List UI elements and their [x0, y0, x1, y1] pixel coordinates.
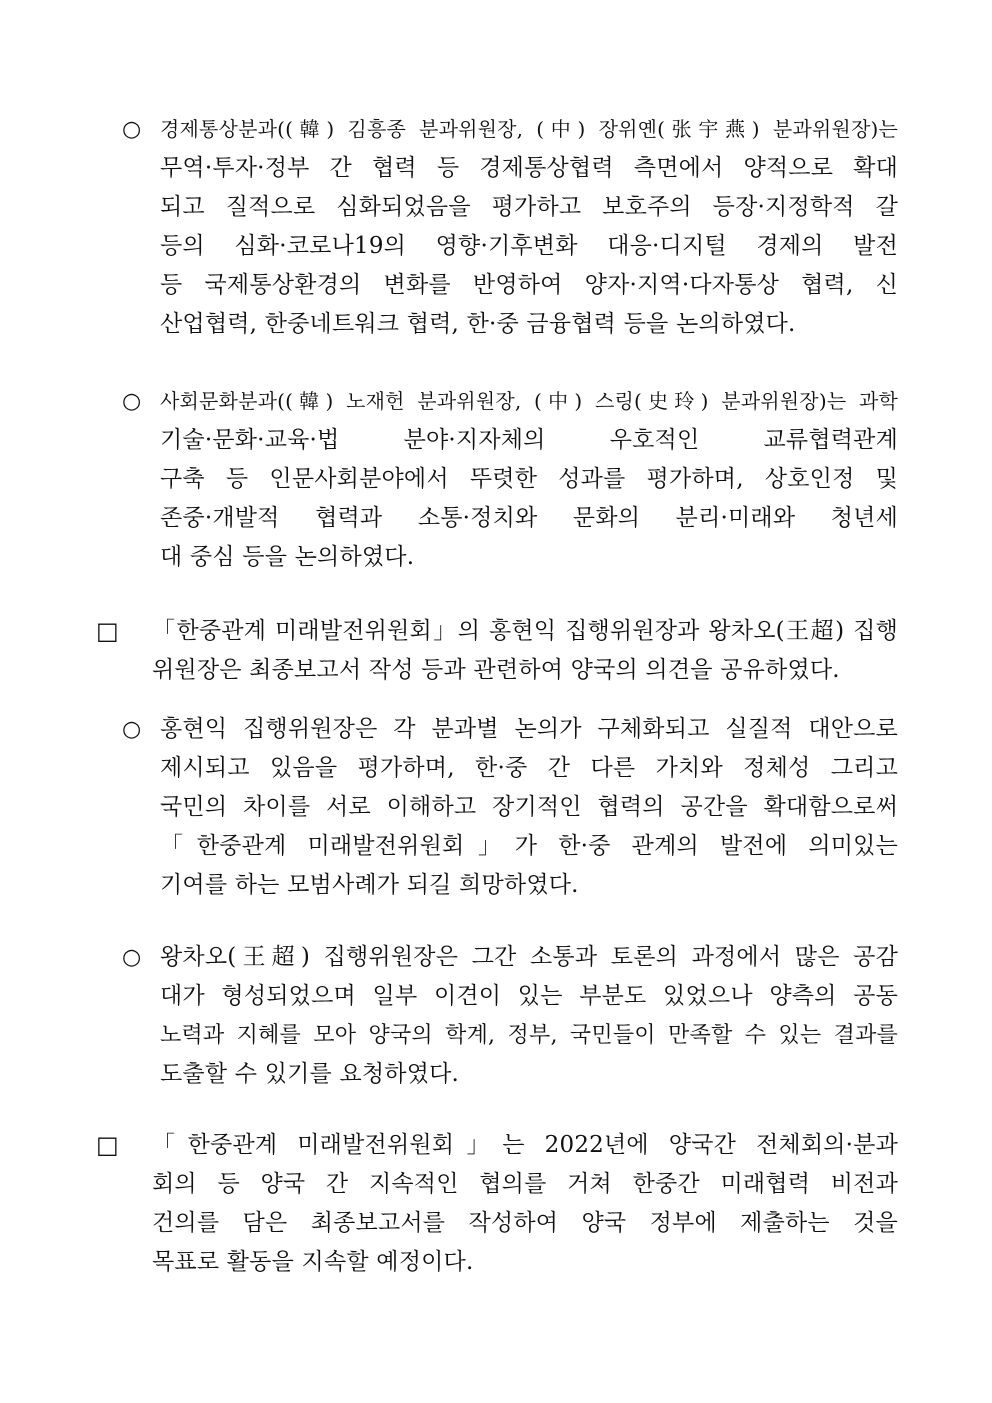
- text-line: 무역·투자·정부 간 협력 등 경제통상협력 측면에서 양적으로 확대: [160, 155, 898, 181]
- text-line: 홍현익 집행위원장은 각 분과별 논의가 구체화되고 실질적 대안으로: [160, 716, 898, 742]
- text-line: 기술·문화·교육·법 분야·지자체의 우호적인 교류협력관계: [160, 427, 898, 453]
- paragraph-wang: [160, 938, 898, 1094]
- text-line: 왕차오(王超) 집행위원장은 그간 소통과 토론의 과정에서 많은 공감: [160, 944, 898, 970]
- square-bullet-icon: □: [96, 617, 119, 645]
- text-line: 회의 등 양국 간 지속적인 협의를 거쳐 한중간 미래협력 비전과: [152, 1171, 898, 1197]
- text-line: 노력과 지혜를 모아 양국의 학계, 정부, 국민들이 만족할 수 있는 결과를: [160, 1023, 898, 1048]
- circle-bullet-icon: ○: [122, 389, 142, 414]
- bullet-social-subcommittee: [122, 382, 898, 577]
- circle-bullet-icon: ○: [122, 945, 142, 970]
- text-line: 「한중관계 미래발전위원회」가 한·중 관계의 발전에 의미있는: [160, 833, 898, 859]
- paragraph-future-plan: [152, 1126, 898, 1282]
- section-committee-chairs: [96, 612, 898, 690]
- text-line: 등의 심화·코로나19의 영향·기후변화 대응·디지털 경제의 발전: [160, 233, 898, 259]
- text-line: 산업협력, 한중네트워크 협력, 한·중 금융협력 등을 논의하였다.: [160, 311, 796, 337]
- text-line: 등 국제통상환경의 변화를 반영하여 양자·지역·다자통상 협력, 신: [160, 272, 898, 298]
- text-line: 되고 질적으로 심화되었음을 평가하고 보호주의 등장·지정학적 갈: [160, 194, 898, 220]
- paragraph-social: [160, 382, 898, 577]
- text-line: 기여를 하는 모범사례가 되길 희망하였다.: [160, 872, 579, 898]
- paragraph-hong: [160, 710, 898, 905]
- text-line: 경제통상분과((韓) 김흥종 분과위원장, (中) 장위옌(张宇燕) 분과위원장)는: [160, 117, 898, 141]
- circle-bullet-icon: ○: [122, 117, 142, 142]
- text-line: 대가 형성되었으며 일부 이견이 있는 부분도 있었으나 양측의 공동: [160, 983, 898, 1009]
- circle-bullet-icon: ○: [122, 717, 142, 742]
- text-line: 「한중관계 미래발전위원회」의 홍현익 집행위원장과 왕차오(王超) 집행: [152, 618, 898, 644]
- text-line: 국민의 차이를 서로 이해하고 장기적인 협력의 공간을 확대함으로써: [160, 794, 898, 820]
- section-future-plan: [96, 1126, 898, 1282]
- text-line: 구축 등 인문사회분야에서 뚜렷한 성과를 평가하며, 상호인정 및: [160, 466, 898, 492]
- square-bullet-icon: □: [96, 1131, 119, 1159]
- text-line: 위원장은 최종보고서 작성 등과 관련하여 양국의 의견을 공유하였다.: [152, 657, 840, 683]
- text-line: 제시되고 있음을 평가하며, 한·중 간 다른 가치와 정체성 그리고: [160, 755, 898, 781]
- bullet-hong-statement: [122, 710, 898, 905]
- bullet-wang-statement: [122, 938, 898, 1094]
- text-line: 건의를 담은 최종보고서를 작성하여 양국 정부에 제출하는 것을: [152, 1210, 898, 1236]
- text-line: 사회문화분과((韓) 노재헌 분과위원장, (中) 스링(史玲) 분과위원장)는 과학: [160, 389, 898, 413]
- bullet-economic-subcommittee: [122, 110, 898, 344]
- text-line: 존중·개발적 협력과 소통·정치와 문화의 분리·미래와 청년세: [160, 505, 898, 531]
- text-line: 도출할 수 있기를 요청하였다.: [160, 1061, 460, 1087]
- text-line: 대 중심 등을 논의하였다.: [160, 544, 415, 570]
- text-line: 「한중관계 미래발전위원회」는 2022년에 양국간 전체회의·분과: [152, 1132, 898, 1158]
- paragraph-committee-chairs: [152, 612, 898, 690]
- paragraph-economic: [160, 110, 898, 344]
- text-line: 목표로 활동을 지속할 예정이다.: [152, 1249, 474, 1275]
